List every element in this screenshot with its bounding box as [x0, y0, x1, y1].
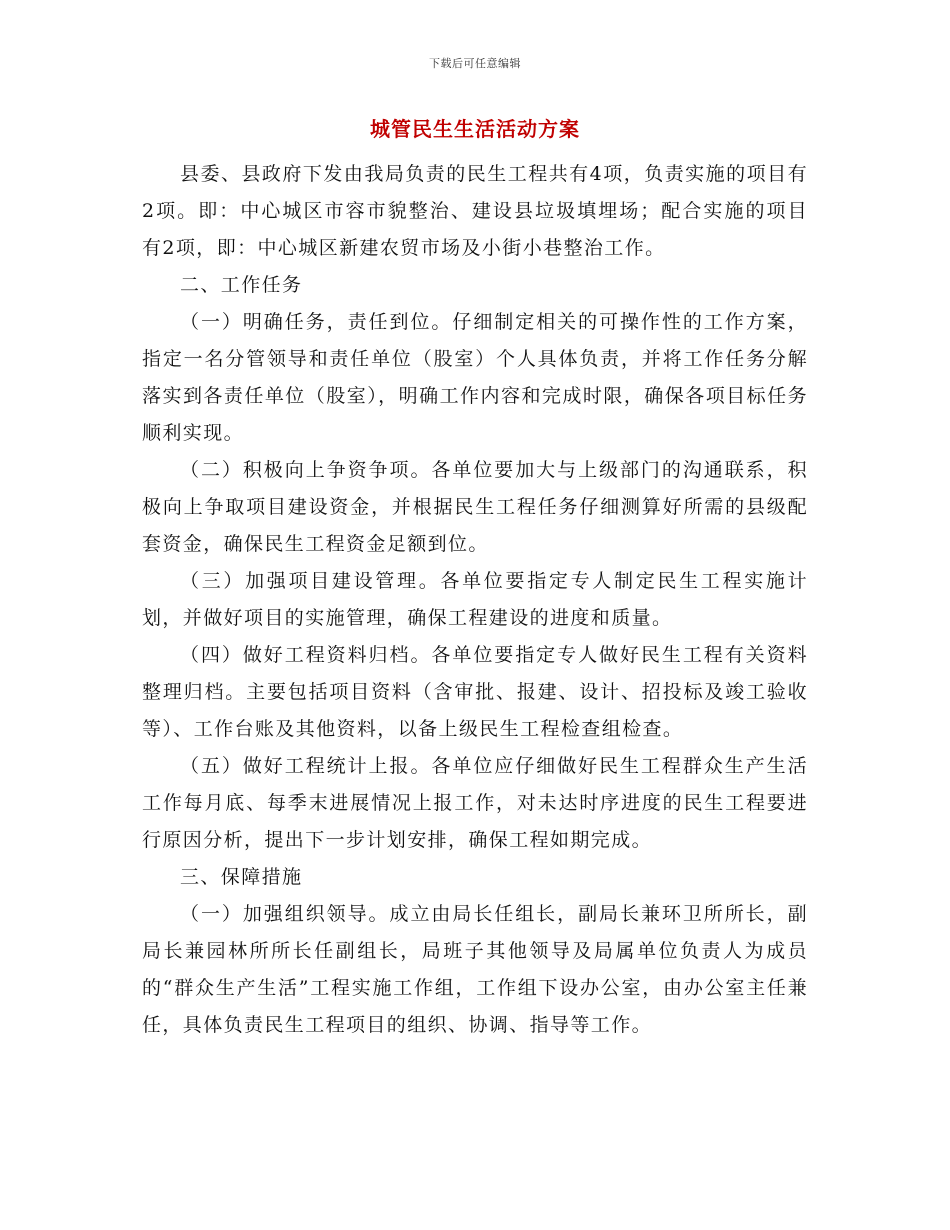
document-title: 城管民生生活活动方案 — [370, 117, 580, 141]
page-header-note: 下载后可任意编辑 — [429, 57, 521, 70]
paragraph-intro: 县委、县政府下发由我局负责的民生工程共有4项，负责实施的项目有2项。即：中心城区市容市貌整治、建设县垃圾填埋场；配合实施的项目有2项，即：中心城区新建农贸市场及小街小巷整治工作。 — [142, 163, 808, 259]
paragraph-task-4: （四）做好工程资料归档。各单位要指定专人做好民生工程有关资料整理归档。主要包括项目资料（含审批、报建、设计、招投标及竣工验收等）、工作台账及其他资料，以备上级民生工程检查组检查。 — [142, 644, 808, 740]
section-heading-tasks: 二、工作任务 — [180, 274, 303, 296]
paragraph-task-5: （五）做好工程统计上报。各单位应仔细做好民生工程群众生产生活工作每月底、每季末进展情况上报工作，对未达时序进度的民生工程要进行原因分析，提出下一步计划安排，确保工程如期完成。 — [142, 755, 808, 851]
document-body — [142, 156, 808, 1044]
paragraph-task-1: （一）明确任务，责任到位。仔细制定相关的可操作性的工作方案，指定一名分管领导和责任单位（股室）个人具体负责，并将工作任务分解落实到各责任单位（股室），明确工作内容和完成时限，确保各项目标任务顺利实现。 — [142, 311, 808, 444]
paragraph-measure-1: （一）加强组织领导。成立由局长任组长，副局长兼环卫所所长，副局长兼园林所所长任副组长，局班子其他领导及局属单位负责人为成员的“群众生产生活”工程实施工作组，工作组下设办公室，由办公室主任兼任，具体负责民生工程项目的组织、协调、指导等工作。 — [142, 903, 808, 1036]
section-heading-measures: 三、保障措施 — [180, 866, 303, 888]
paragraph-task-3: （三）加强项目建设管理。各单位要指定专人制定民生工程实施计划，并做好项目的实施管理，确保工程建设的进度和质量。 — [142, 570, 808, 629]
paragraph-task-2: （二）积极向上争资争项。各单位要加大与上级部门的沟通联系，积极向上争取项目建设资金，并根据民生工程任务仔细测算好所需的县级配套资金，确保民生工程资金足额到位。 — [142, 459, 808, 555]
